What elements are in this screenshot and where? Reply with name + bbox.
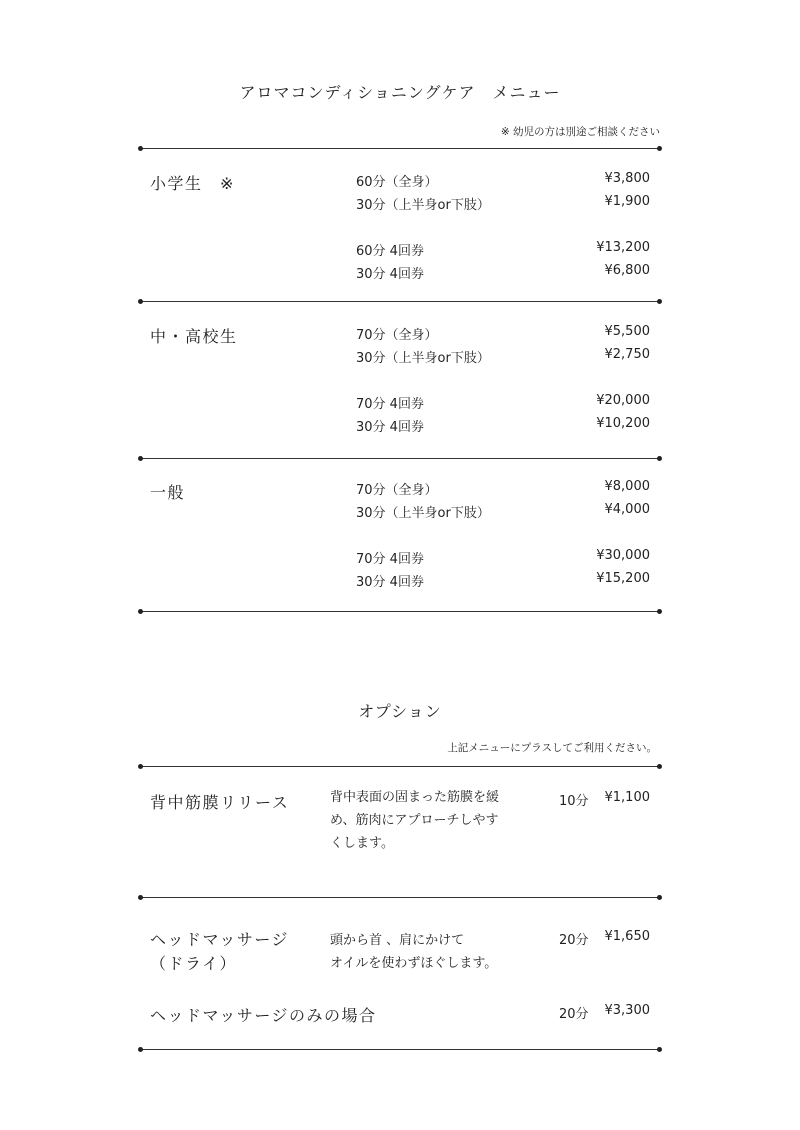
item-label: 70分 4回券 xyxy=(356,397,424,412)
item-label: 60分 4回券 xyxy=(356,244,424,259)
item-label: 70分（全身） xyxy=(356,483,438,498)
item-price: ¥5,500 xyxy=(604,324,650,339)
item-price: ¥3,800 xyxy=(604,171,650,186)
item-price: ¥4,000 xyxy=(604,502,650,517)
option-duration: 20分 xyxy=(559,1007,589,1022)
item-label: 30分 4回券 xyxy=(356,267,424,282)
option-price: ¥3,300 xyxy=(604,1003,650,1018)
item-price: ¥10,200 xyxy=(596,416,650,431)
category-label: 一般 xyxy=(150,483,186,502)
item-label: 30分 4回券 xyxy=(356,420,424,435)
option-price: ¥1,650 xyxy=(604,929,650,944)
option-duration: 20分 xyxy=(559,933,589,948)
divider xyxy=(140,301,660,302)
option-price: ¥1,100 xyxy=(604,790,650,805)
divider xyxy=(140,1049,660,1050)
divider xyxy=(140,766,660,767)
item-price: ¥13,200 xyxy=(596,240,650,255)
divider xyxy=(140,611,660,612)
option-description: 背中表面の固まった筋膜を緩め、筋肉にアプローチしやすくします。 xyxy=(330,790,500,851)
options-note: 上記メニューにプラスしてご利用ください。 xyxy=(447,742,657,754)
item-price: ¥1,900 xyxy=(604,194,650,209)
divider xyxy=(140,897,660,898)
item-price: ¥15,200 xyxy=(596,571,650,586)
option-description: 頭から首 、肩にかけて xyxy=(330,933,465,948)
item-label: 70分（全身） xyxy=(356,328,438,343)
item-label: 60分（全身） xyxy=(356,175,438,190)
item-label: 30分（上半身or下肢） xyxy=(356,198,490,213)
item-label: 70分 4回券 xyxy=(356,552,424,567)
item-price: ¥2,750 xyxy=(604,347,650,362)
item-price: ¥30,000 xyxy=(596,548,650,563)
divider xyxy=(140,458,660,459)
option-name-sub: （ドライ） xyxy=(150,954,238,973)
item-price: ¥8,000 xyxy=(604,479,650,494)
divider xyxy=(140,148,660,149)
option-name: 背中筋膜リリース xyxy=(150,793,290,812)
item-label: 30分（上半身or下肢） xyxy=(356,351,490,366)
option-description: オイルを使わずほぐします。 xyxy=(330,956,498,971)
menu-note: ※ 幼児の方は別途ご相談ください xyxy=(500,126,660,138)
category-label: 中・高校生 xyxy=(150,327,238,346)
options-title: オプション xyxy=(358,702,442,721)
option-name: ヘッドマッサージ xyxy=(150,930,290,949)
item-price: ¥6,800 xyxy=(604,263,650,278)
item-price: ¥20,000 xyxy=(596,393,650,408)
menu-title: アロマコンディショニングケア メニュー xyxy=(239,83,561,102)
item-label: 30分（上半身or下肢） xyxy=(356,506,490,521)
item-label: 30分 4回券 xyxy=(356,575,424,590)
option-duration: 10分 xyxy=(559,794,589,809)
category-label: 小学生 ※ xyxy=(150,174,235,193)
option-name: ヘッドマッサージのみの場合 xyxy=(150,1006,377,1025)
